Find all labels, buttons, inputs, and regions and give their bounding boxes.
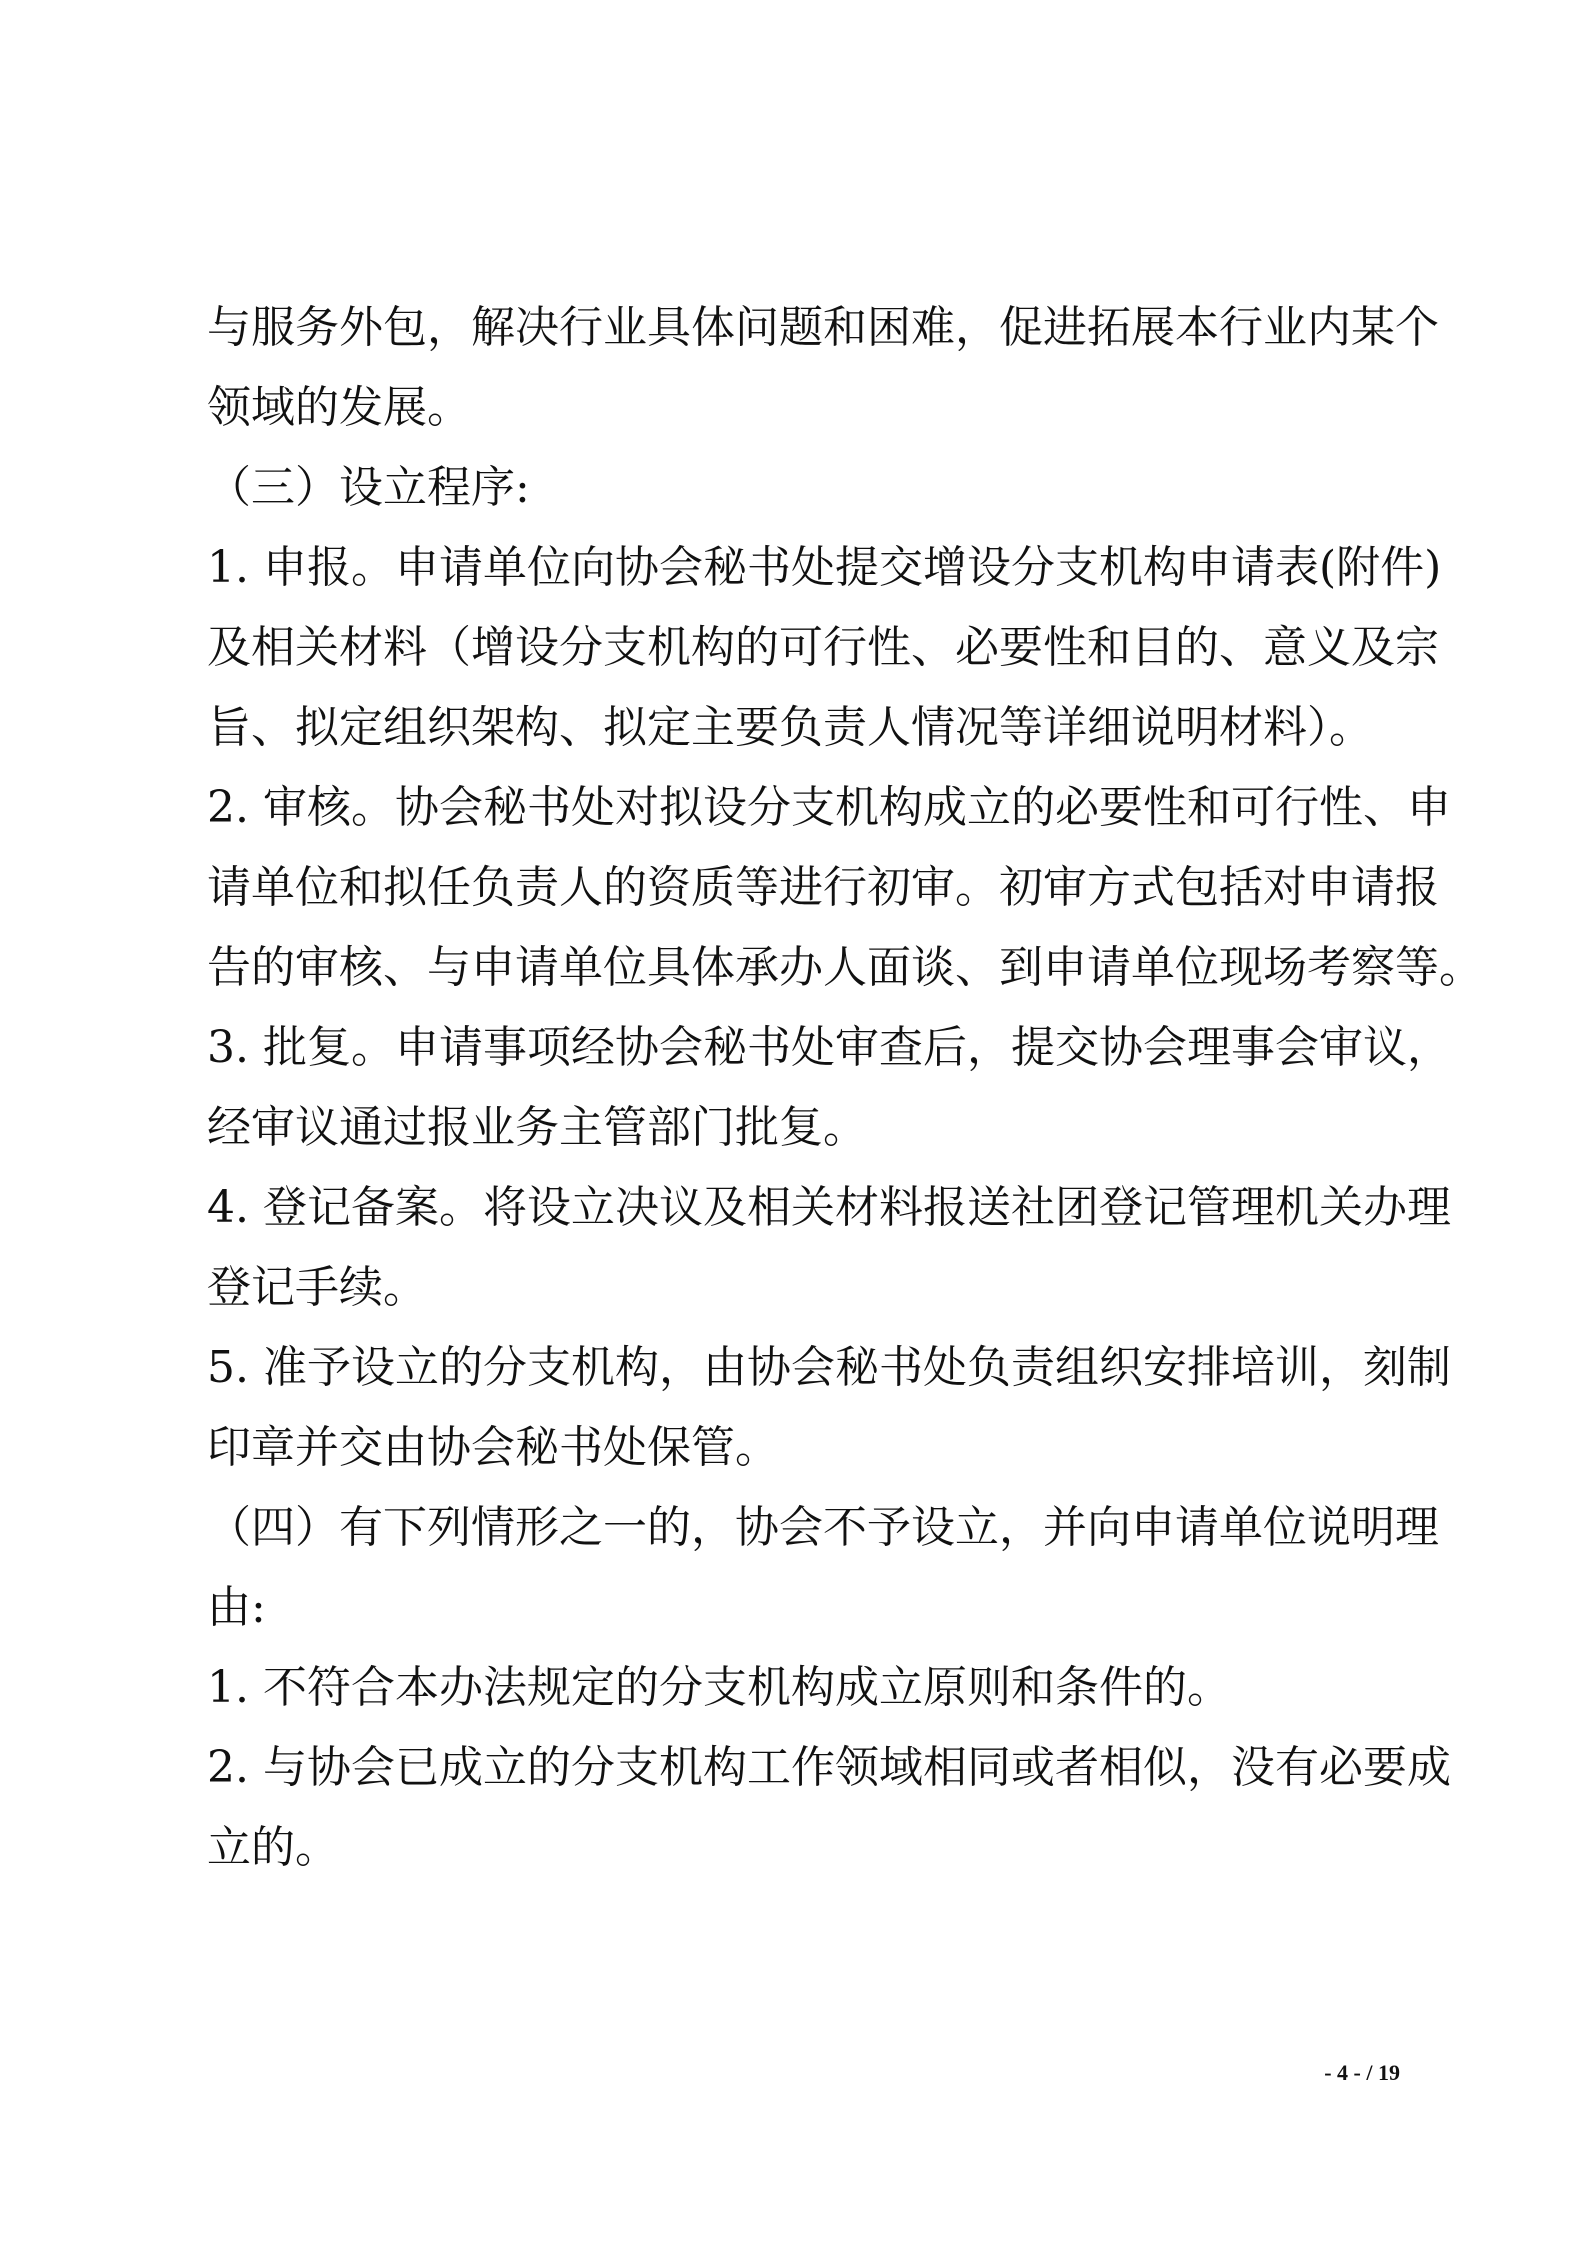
text-line: 5. 准予设立的分支机构，由协会秘书处负责组织安排培训，刻制 <box>207 1342 1451 1393</box>
text-line: 印章并交由协会秘书处保管。 <box>207 1422 779 1473</box>
text-line: （三）设立程序: <box>207 462 530 513</box>
text-line: 1. 申报。申请单位向协会秘书处提交增设分支机构申请表(附件) <box>207 542 1442 593</box>
text-line: 与服务外包，解决行业具体问题和困难，促进拓展本行业内某个 <box>207 302 1439 353</box>
text-line: 立的。 <box>207 1822 339 1873</box>
body-text <box>207 288 1483 1888</box>
text-line: 登记手续。 <box>207 1262 427 1313</box>
text-line: 4. 登记备案。将设立决议及相关材料报送社团登记管理机关办理 <box>207 1182 1451 1233</box>
text-line: 旨、拟定组织架构、拟定主要负责人情况等详细说明材料）。 <box>207 702 1373 753</box>
text-line: 经审议通过报业务主管部门批复。 <box>207 1102 867 1153</box>
text-line: 告的审核、与申请单位具体承办人面谈、到申请单位现场考察等。 <box>207 942 1483 993</box>
text-line: 2. 审核。协会秘书处对拟设分支机构成立的必要性和可行性、申 <box>207 782 1451 833</box>
text-line: 1. 不符合本办法规定的分支机构成立原则和条件的。 <box>207 1662 1231 1713</box>
text-line: 请单位和拟任负责人的资质等进行初审。初审方式包括对申请报 <box>207 862 1439 913</box>
text-line: 领域的发展。 <box>207 382 471 433</box>
text-line: 2. 与协会已成立的分支机构工作领域相同或者相似，没有必要成 <box>207 1742 1451 1793</box>
text-line: （四）有下列情形之一的，协会不予设立，并向申请单位说明理 <box>207 1502 1439 1553</box>
text-line: 3. 批复。申请事项经协会秘书处审查后，提交协会理事会审议， <box>207 1022 1451 1073</box>
text-line: 及相关材料（增设分支机构的可行性、必要性和目的、意义及宗 <box>207 622 1439 673</box>
text-line: 由: <box>207 1582 266 1633</box>
page-number: - 4 - / 19 <box>1324 2060 1400 2085</box>
